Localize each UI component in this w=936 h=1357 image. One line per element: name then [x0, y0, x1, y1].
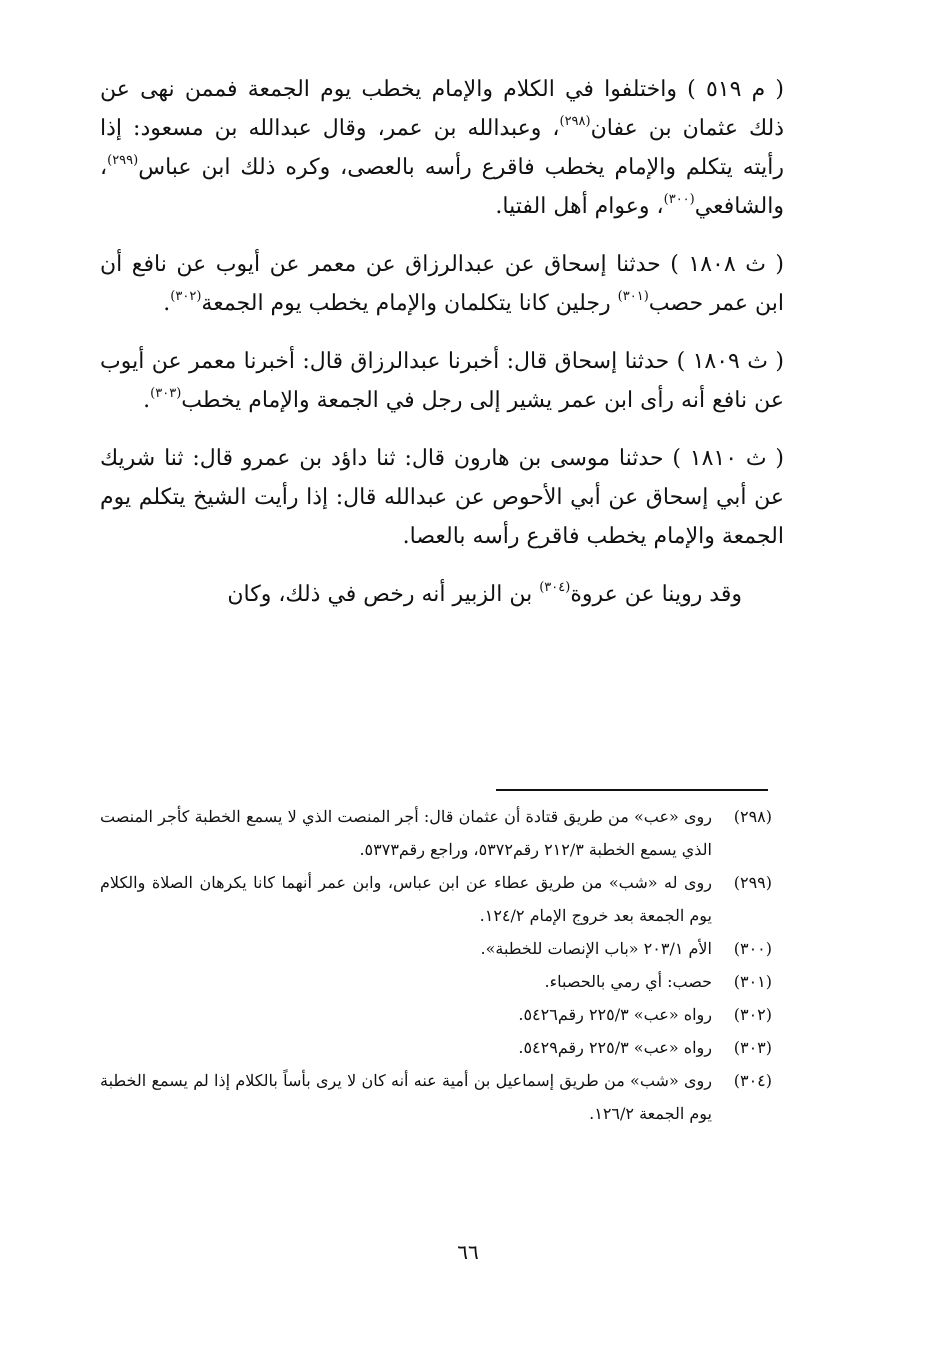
footnote-ref-303: (٣٠٣) — [150, 386, 182, 401]
footnote-number: (٣٠٠) — [733, 939, 772, 958]
paragraph-m519 — [100, 70, 784, 226]
paragraph-th1808 — [100, 245, 784, 323]
paragraph-text: ( ث ١٨١٠ ) حدثنا موسى بن هارون قال: ثنا داؤد بن عمرو قال: ثنا شريك عن أبي إسحاق عن أبي الأحوص عن عبدالله قال: إذا رأيت الشيخ يتكلم يوم الجمعة والإمام يخطب فاقرع رأسه بالعصا. — [100, 446, 785, 549]
footnote-text: روى «عب» من طريق قتادة أن عثمان قال: أجر المنصت الذي لا يسمع الخطبة كأجر المنصت الذي يسمع الخطبة ٢١٢/٣ رقم٥٣٧٢، وراجع رقم٥٣٧٣. — [100, 807, 712, 859]
footnote-301 — [100, 965, 772, 998]
footnote-ref-301: (٣٠١) — [617, 289, 649, 304]
footnote-302 — [100, 998, 772, 1031]
footnote-number: (٣٠٣) — [733, 1038, 772, 1057]
page-number: ٦٦ — [457, 1240, 479, 1264]
footnote-text: رواه «عب» ٢٢٥/٣ رقم٥٤٢٩. — [518, 1038, 712, 1057]
footnote-ref-300: (٣٠٠) — [663, 192, 695, 207]
footnote-300 — [100, 932, 772, 965]
footnote-text: رواه «عب» ٢٢٥/٣ رقم٥٤٢٦. — [518, 1005, 712, 1024]
footnote-number: (٣٠٢) — [733, 1005, 772, 1024]
footnote-ref-299: (٢٩٩) — [107, 153, 139, 168]
paragraph-text: . — [163, 291, 171, 316]
paragraph-text: ( م ٥١٩ ) واختلفوا في الكلام والإمام يخطب يوم الجمعة فممن نهى عن ذلك عثمان بن عفان — [100, 77, 784, 141]
paragraph-text: رجلين كانا يتكلمان والإمام يخطب يوم الجمعة — [201, 291, 618, 316]
paragraph-text: ( ث ١٨٠٨ ) حدثنا إسحاق عن عبدالرزاق عن معمر عن أيوب عن نافع أن ابن عمر حصب — [100, 252, 785, 316]
footnote-304 — [100, 1064, 772, 1130]
main-text — [100, 70, 784, 614]
footnote-number: (٢٩٩) — [733, 873, 772, 892]
footnote-number: (٣٠١) — [733, 972, 772, 991]
footnote-ref-302: (٣٠٢) — [170, 289, 202, 304]
footnote-number: (٣٠٤) — [733, 1071, 772, 1090]
footnote-ref-304: (٣٠٤) — [539, 580, 571, 595]
footnote-298 — [100, 800, 772, 866]
footnote-ref-298: (٢٩٨) — [559, 114, 591, 129]
paragraph-text: ، وعبدالله بن عمر، وقال عبدالله بن مسعود: إذا رأيته يتكلم والإمام يخطب فاقرع رأسه بالعصى، وكره ذلك ابن عباس — [100, 116, 784, 180]
footnote-number: (٢٩٨) — [733, 807, 772, 826]
paragraph-text: ( ث ١٨٠٩ ) حدثنا إسحاق قال: أخبرنا عبدالرزاق قال: أخبرنا معمر عن أيوب عن نافع أنه رأى ابن عمر يشير إلى رجل في الجمعة والإمام يخطب — [100, 349, 784, 413]
footnote-separator — [496, 789, 768, 791]
paragraph-text: ، وعوام أهل الفتيا. — [495, 194, 664, 219]
footnote-text: الأم ٢٠٣/١ «باب الإنصات للخطبة». — [480, 939, 712, 958]
footnotes — [100, 800, 772, 1130]
footnote-text: روى «شب» من طريق إسماعيل بن أمية عنه أنه كان لا يرى بأساً بالكلام إذا لم يسمع الخطبة يوم الجمعة ١٢٦/٢. — [100, 1071, 712, 1123]
paragraph-text: ، والشافعي — [100, 155, 784, 219]
paragraph-text: بن الزبير أنه رخص في ذلك، وكان — [227, 582, 540, 607]
paragraph-text: . — [143, 388, 151, 413]
paragraph-th1810 — [100, 439, 784, 556]
footnote-299 — [100, 866, 772, 932]
paragraph-text: وقد روينا عن عروة — [570, 582, 742, 607]
footnote-text: حصب: أي رمي بالحصباء. — [544, 972, 712, 991]
paragraph-th1809 — [100, 342, 784, 420]
footnote-text: روى له «شب» من طريق عطاء عن ابن عباس، وابن عمر أنهما كانا يكرهان الصلاة والكلام يوم الجمعة بعد خروج الإمام ١٢٤/٢. — [100, 873, 712, 925]
paragraph-urwa — [100, 575, 784, 614]
footnote-303 — [100, 1031, 772, 1064]
